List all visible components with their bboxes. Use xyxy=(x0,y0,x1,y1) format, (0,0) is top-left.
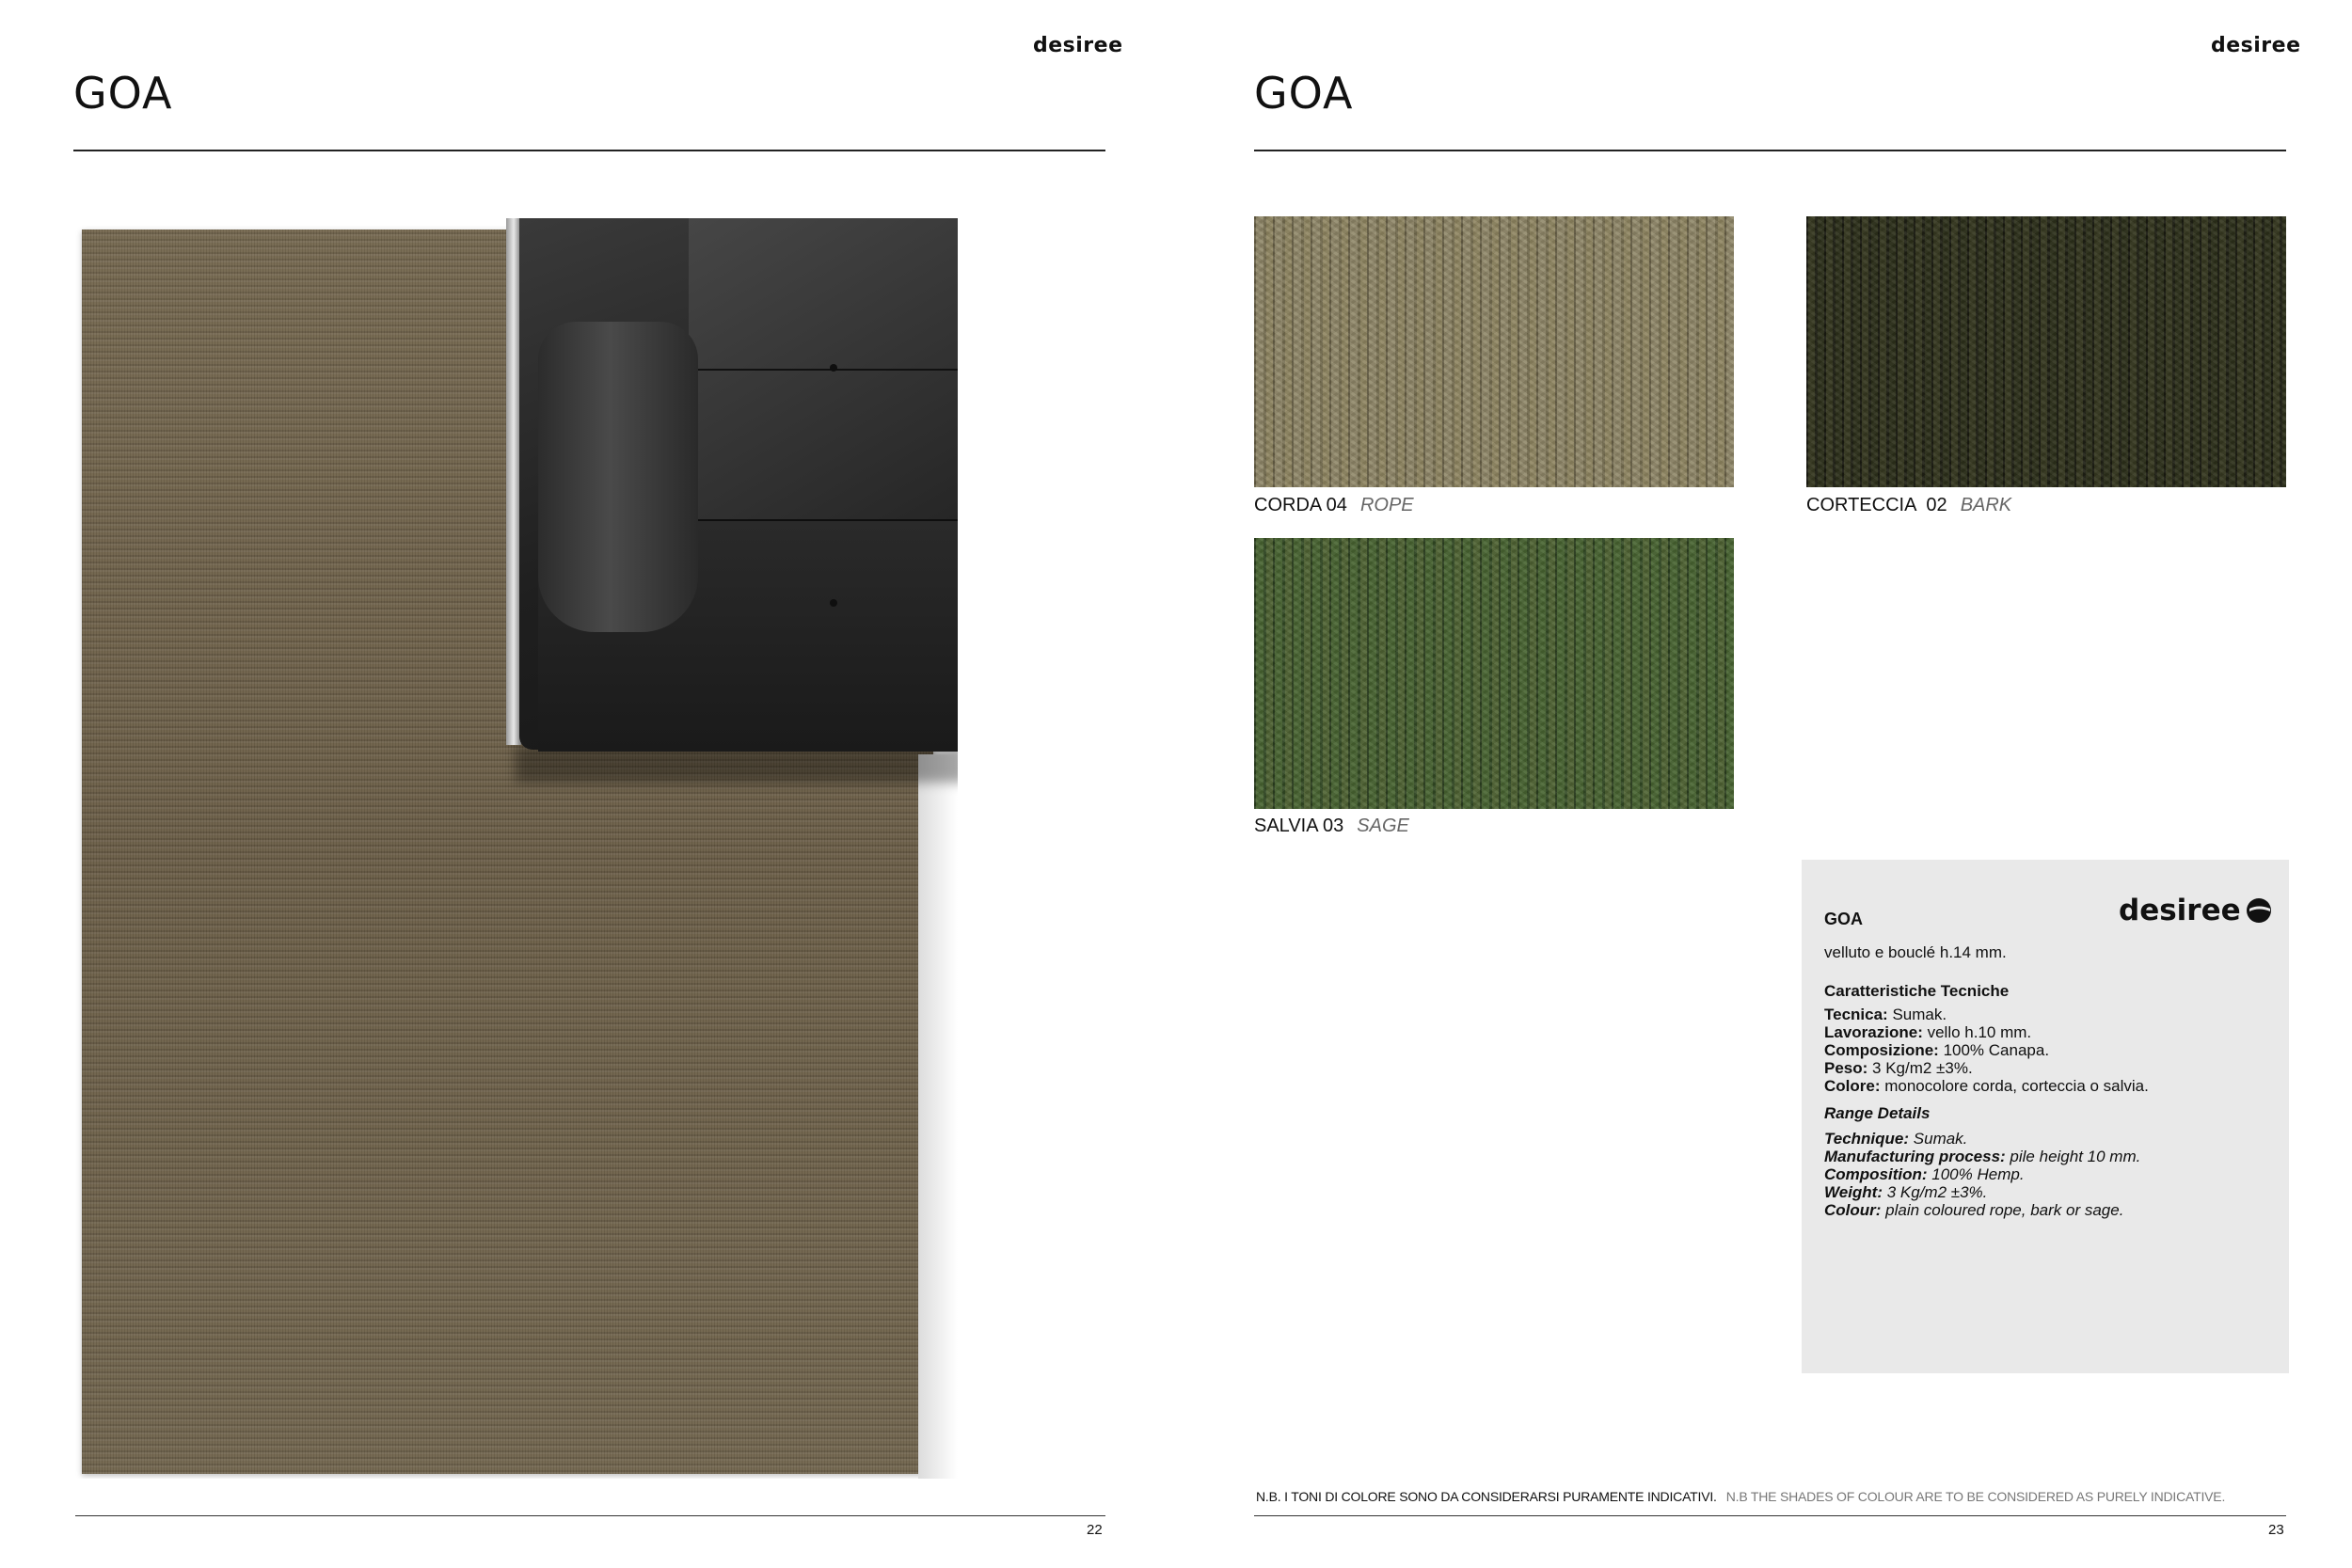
swatch-label-sage xyxy=(1254,816,1409,837)
brand-logo-right: desiree xyxy=(2211,34,2301,57)
spec-label-en: Composition: xyxy=(1824,1165,1928,1183)
infobox-content xyxy=(1824,911,2266,1219)
page-number-left: 22 xyxy=(1087,1522,1103,1538)
swatch-sage xyxy=(1254,538,1734,809)
spec-row-en xyxy=(1824,1130,2266,1148)
product-photo xyxy=(73,218,958,1479)
spec-value-en: 3 Kg/m2 ±3%. xyxy=(1883,1183,1988,1201)
technical-info-box xyxy=(1802,860,2289,1373)
spec-label-en: Manufacturing process: xyxy=(1824,1148,2006,1165)
italian-heading: Caratteristiche Tecniche xyxy=(1824,982,2010,1000)
sofa-tuft xyxy=(830,599,837,607)
header-divider-left xyxy=(73,150,1105,151)
swatch-label-rope xyxy=(1254,495,1414,516)
spec-label: Tecnica: xyxy=(1824,1006,1888,1023)
swatch-label-bark xyxy=(1806,495,2011,516)
floor-area xyxy=(918,754,958,1479)
spec-label: Lavorazione: xyxy=(1824,1023,1923,1041)
spec-value-en: Sumak. xyxy=(1909,1130,1968,1148)
sofa-image xyxy=(519,218,958,750)
disclaimer-english: N.B THE SHADES OF COLOUR ARE TO BE CONSIDERED AS PURELY INDICATIVE. xyxy=(1725,1489,2226,1504)
spec-row xyxy=(1824,1059,2266,1077)
footer-divider-left xyxy=(75,1515,1105,1516)
sofa-armrest xyxy=(538,322,698,632)
header-divider-right xyxy=(1254,150,2286,151)
disclaimer-italian: N.B. I TONI DI COLORE SONO DA CONSIDERARSI PURAMENTE INDICATIVI. xyxy=(1256,1489,1717,1504)
swatch-english: BARK xyxy=(1960,495,2012,515)
spec-value: monocolore corda, corteccia o salvia. xyxy=(1880,1077,2149,1095)
spec-value-en: pile height 10 mm. xyxy=(2005,1148,2141,1165)
spec-label-en: Colour: xyxy=(1824,1201,1882,1219)
swatch-english: ROPE xyxy=(1359,495,1414,515)
spec-row xyxy=(1824,1006,2266,1023)
color-disclaimer xyxy=(1256,1489,2225,1504)
swatch-code: CORTECCIA 02 xyxy=(1806,495,1947,515)
spec-label: Peso: xyxy=(1824,1059,1868,1077)
swatch-code: SALVIA 03 xyxy=(1254,816,1344,836)
spec-value: 3 Kg/m2 ±3%. xyxy=(1867,1059,1973,1077)
brand-logo-left: desiree xyxy=(1033,34,1123,57)
spec-label: Composizione: xyxy=(1824,1041,1939,1059)
swatch-rope xyxy=(1254,216,1734,487)
swatch-bark xyxy=(1806,216,2286,487)
spec-label-en: Weight: xyxy=(1824,1183,1883,1201)
spec-row-en xyxy=(1824,1165,2266,1183)
spec-row xyxy=(1824,1023,2266,1041)
sofa-tuft xyxy=(830,364,837,372)
swatch-english: SAGE xyxy=(1357,816,1409,836)
page-title-right: GOA xyxy=(1254,68,1354,119)
spec-row xyxy=(1824,1041,2266,1059)
infobox-logo-text: desiree xyxy=(2119,894,2241,927)
spec-value-en: plain coloured rope, bark or sage. xyxy=(1881,1201,2124,1219)
spec-value-en: 100% Hemp. xyxy=(1927,1165,2025,1183)
spec-value: Sumak. xyxy=(1887,1006,1947,1023)
spec-row-en xyxy=(1824,1183,2266,1201)
english-heading: Range Details xyxy=(1824,1104,1931,1122)
spec-value: 100% Canapa. xyxy=(1938,1041,2050,1059)
spec-row-en xyxy=(1824,1148,2266,1165)
product-name: GOA xyxy=(1824,910,1864,928)
spec-label-en: Technique: xyxy=(1824,1130,1910,1148)
spec-row xyxy=(1824,1077,2266,1095)
spec-value: vello h.10 mm. xyxy=(1922,1023,2032,1041)
spec-label: Colore: xyxy=(1824,1077,1881,1095)
footer-divider-right xyxy=(1254,1515,2286,1516)
product-description: velluto e bouclé h.14 mm. xyxy=(1824,943,2007,961)
page-title-left: GOA xyxy=(73,68,173,119)
swatch-code: CORDA 04 xyxy=(1254,495,1347,515)
page-number-right: 23 xyxy=(2268,1522,2284,1538)
sofa-seam xyxy=(689,369,958,371)
spec-row-en xyxy=(1824,1201,2266,1219)
